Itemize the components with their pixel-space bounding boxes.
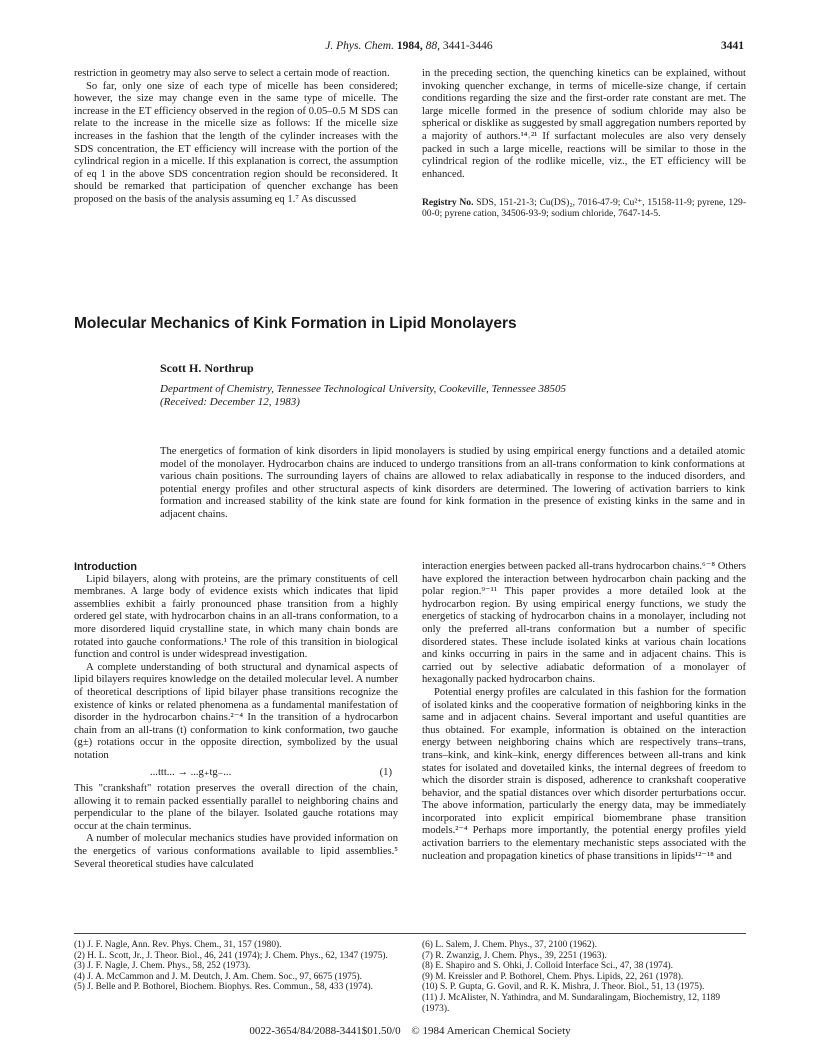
reference-item: (10) S. P. Gupta, G. Govil, and R. K. Mishra, J. Theor. Biol., 51, 13 (1975). <box>422 982 705 993</box>
reference-item: (9) M. Kreissler and P. Bothorel, Chem. Phys. Lipids, 22, 261 (1978). <box>422 971 684 982</box>
reference-item: (2) H. L. Scott, Jr., J. Theor. Biol., 46, 241 (1974); J. Chem. Phys., 62, 1347 (1975). <box>74 950 388 961</box>
prev-article-right-column <box>422 68 746 219</box>
body-paragraph: Potential energy profiles are calculated in this fashion for the formation of isolated kinks and the cooperative formation of neighboring kinks in the same and in adjacent chains. Several important and useful quantities are thus obtained. For example, information is obtained on the interaction energy between neighboring chains which are respectively trans–trans, trans–kink, and kink–kink, energy differences between all-trans and kink states for isolated and dovetailed kinks, the internal degrees of freedom to which the disorder strain is disposed, adherence to crankshaft cooperative behavior, and the spatial distances over which disorder perturbations occur. The above information, particularly the energy data, may be immediately incorporated into explicit empirical biomembrane phase transition models.²⁻⁴ Perhaps more importantly, the potential energy profiles yield activation barriers to the elementary mechanistic steps associated with the nucleation and propagation kinetics of phase transitions in lipids¹²⁻¹⁸ and <box>422 686 746 862</box>
equation-number: (1) <box>379 766 392 778</box>
reference-item: (5) J. Belle and P. Bothorel, Biochem. Biophys. Res. Commun., 58, 433 (1974). <box>74 982 373 993</box>
article-abstract: The energetics of formation of kink disorders in lipid monolayers is studied by using empirical energy functions and a detailed atomic model of the monolayer. Hydrocarbon chains are induced to undergo transitions from an all-trans conformation to kink conformations at various chain positions. The surrounding layers of chains are allowed to relax adiabatically in response to the induced disorders, and potential energy profiles and other structural aspects of kink disorders are determined. The lowering of activation barriers to kink formation and increased stability of the kink state are found for kink formation in the presence of existing kinks in the same and in adjacent chains. <box>160 446 745 520</box>
registry-label: Registry No. <box>422 197 474 209</box>
reference-item: (3) J. F. Nagle, J. Chem. Phys., 58, 252 (1973). <box>74 961 251 972</box>
prev-article-paragraph: restriction in geometry may also serve to select a certain mode of reaction. <box>74 68 390 79</box>
body-paragraph: A number of molecular mechanics studies have provided information on the energetics of various conformations available to lipid assemblies.⁵ Several theoretical studies have calculated <box>74 833 398 870</box>
equation-text: ...ttt... → ...g₊tg₋... <box>150 766 232 778</box>
prev-article-left-column <box>74 68 398 207</box>
reference-item: (1) J. F. Nagle, Ann. Rev. Phys. Chem., 31, 157 (1980). <box>74 940 282 950</box>
reference-item: (11) J. McAlister, N. Yathindra, and M. Sundaralingam, Biochemistry, 12, 1189 (1973). <box>422 992 721 1014</box>
journal-pages: 3441-3446 <box>442 40 493 52</box>
footer-code: 0022-3654/84/2088-3441$01.50/0 <box>249 1025 401 1037</box>
registry-text: SDS, 151-21-3; Cu(DS)₂, 7016-47-9; Cu²⁺, 15158-11-9; pyrene, 129-00-0; pyrene cation, 34506-93-9; sodium chloride, 7647-14-5. <box>422 197 747 220</box>
reference-item: (4) J. A. McCammon and J. M. Deutch, J. Am. Chem. Soc., 97, 6675 (1975). <box>74 971 363 982</box>
section-heading-introduction: Introduction <box>74 561 137 573</box>
page-number: 3441 <box>721 40 744 52</box>
received-date: (Received: December 12, 1983) <box>160 396 300 408</box>
article-author: Scott H. Northrup <box>160 361 254 375</box>
prev-article-paragraph: in the preceding section, the quenching kinetics can be explained, without invoking quencher exchange, in terms of micelle-size change, if certain conditions regarding the size and the first-order rate constant are met. The large micelle formed in the presence of sodium chloride may also be spherical or disklike as suggested by small aggregation numbers reported by a majority of authors.¹⁴˒²¹ If surfactant molecules are also very densely packed in such a large micelle, reactions will be similar to those in the cylindrical region of the rodlike micelle, viz., the ET efficiency will be enhanced. <box>422 68 746 180</box>
article-title: Molecular Mechanics of Kink Formation in Lipid Monolayers <box>74 315 517 332</box>
body-paragraph: A complete understanding of both structural and dynamical aspects of lipid bilayers requires knowledge on the detailed molecular level. A number of theoretical descriptions of lipid bilayer phase transitions recognize the existence of kinks or related phenomena as a fundamental manifestation of disorder in the hydrocarbon chains.²⁻⁴ In the transition of a hydrocarbon chain from an all-trans (t) conformation to kink conformation, two gauche (g±) rotations occur in the opposite direction, symbolized by the usual notation <box>74 661 398 761</box>
body-left-column <box>74 561 398 871</box>
registry-numbers <box>422 197 746 219</box>
references-right <box>422 940 746 1014</box>
body-paragraph: This "crankshaft" rotation preserves the overall direction of the chain, allowing it to remain packed essentially parallel to neighboring chains and perpendicular to the plane of the bilayer. Isolated gauche rotations may occur at the chain terminus. <box>74 783 398 832</box>
article-affiliation <box>160 383 720 409</box>
reference-item: (6) L. Salem, J. Chem. Phys., 37, 2100 (1962). <box>422 940 597 950</box>
affiliation-line: Department of Chemistry, Tennessee Technological University, Cookeville, Tennessee 38505 <box>160 383 567 395</box>
journal-volume: 88, <box>425 40 440 52</box>
references-left <box>74 940 398 993</box>
page-footer <box>74 1025 746 1037</box>
footer-copyright: © 1984 American Chemical Society <box>411 1025 571 1037</box>
body-paragraph: Lipid bilayers, along with proteins, are the primary constituents of cell membranes. A large body of evidence exists which indicates that lipid assemblies exhibit a fairly pronounced phase transition from a highly ordered gel state, with hydrocarbon chains in an all-trans conformation, to a more disordered liquid crystalline state, in which many chain bonds are rotated into gauche conformations.¹ The role of this transition in biological function and control is under widespread investigation. <box>74 573 398 661</box>
reference-item: (8) E. Shapiro and S. Ohki, J. Colloid Interface Sci., 47, 38 (1974). <box>422 961 674 972</box>
reference-item: (7) R. Zwanzig, J. Chem. Phys., 39, 2251 (1963). <box>422 950 607 961</box>
journal-year: 1984, <box>396 40 423 52</box>
references-divider <box>74 933 746 934</box>
body-right-column <box>422 561 746 863</box>
body-paragraph: interaction energies between packed all-trans hydrocarbon chains.⁶⁻⁸ Others have explored the interaction between hydrocarbon chain packing and the polar region.⁹⁻¹¹ This paper provides a more detailed look at the hydrocarbon region. By using empirical energy functions, we study the energetics of stacking of hydrocarbon chains in a monolayer, including not only the preferred all-trans conformation but a number of specific disordered states. These include isolated kinks at various chain locations and kinks occurring in pairs in the same and in adjacent chains. This is carried out by selective adiabatic deformation of a monolayer of hexagonally packed hydrocarbon chains. <box>422 561 746 686</box>
prev-article-paragraph: So far, only one size of each type of micelle has been considered; however, the size may change even in the same type of micelle. The increase in the ET efficiency observed in the region of 0.05–0.5 M SDS can relate to the increase in the micelle size as follows: If the micelle size increases in the fashion that the length of the cylinder increases with the SDS concentration, the ET efficiency will increase with the portion of the cylindrical region in a micelle. If this explanation is correct, the assumption of eq 1 in the above SDS concentration region should be reconsidered. It should be remarked that participation of quencher exchange has been proposed on the basis of the analysis assuming eq 1.⁷ As discussed <box>74 80 398 205</box>
equation-1 <box>74 763 398 784</box>
running-header <box>74 40 744 52</box>
journal-name: J. Phys. Chem. <box>325 40 394 52</box>
